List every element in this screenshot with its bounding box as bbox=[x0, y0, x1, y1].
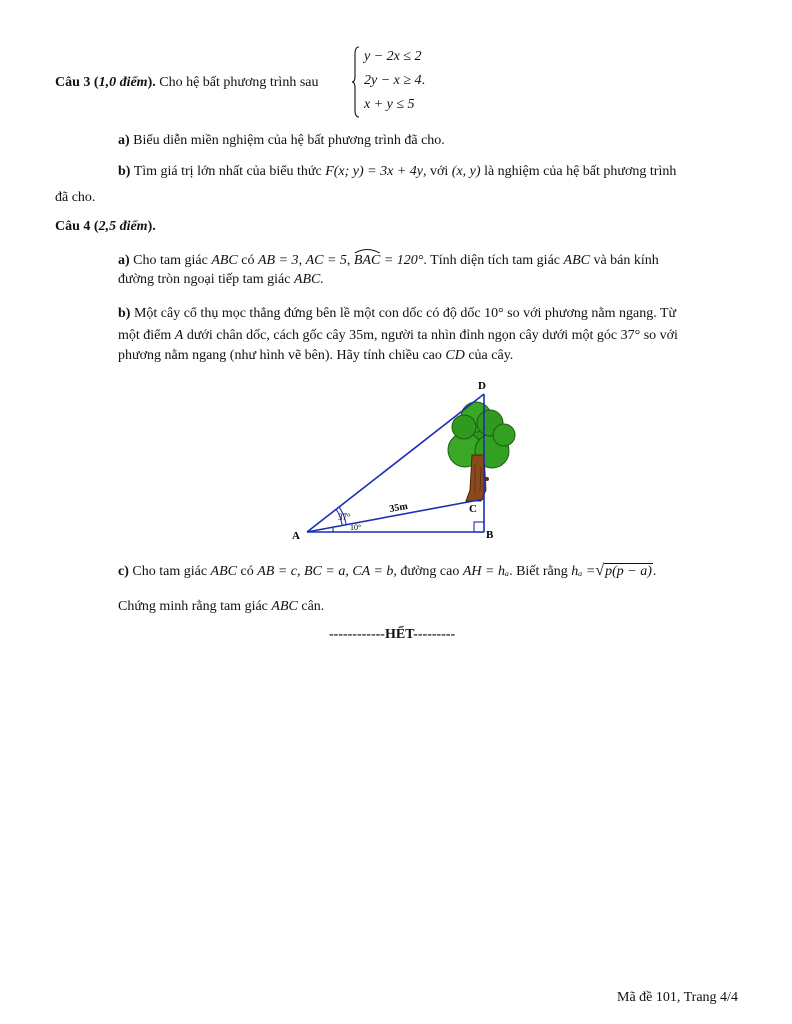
q3-a: a) Biểu diễn miền nghiệm của hệ bất phương trình đã cho. bbox=[118, 133, 445, 148]
label-B: B bbox=[486, 529, 494, 541]
q4-b-line1: b) Một cây cổ thụ mọc thẳng đứng bên lề một con dốc có độ dốc 10° so với phương nằm ngang. Từ bbox=[118, 306, 677, 321]
tree-icon bbox=[448, 402, 515, 501]
end-mark: ------------HẾT--------- bbox=[329, 627, 456, 642]
q4-b-line3: phương nằm ngang (như hình vẽ bên). Hãy tính chiều cao CD của cây. bbox=[118, 348, 514, 363]
q4-c-line1: c) Cho tam giác ABC có AB = c, BC = a, CA = b, đường cao AH = hₐ. Biết rằng hₐ =√p(p − a). bbox=[118, 562, 657, 579]
system-line-3: x + y ≤ 5 bbox=[364, 97, 415, 112]
label-35m: 35m bbox=[388, 500, 409, 515]
q4-b-line2: một điểm A dưới chân dốc, cách gốc cây 35m, người ta nhìn đỉnh ngọn cây dưới một góc 37° so với bbox=[118, 328, 678, 343]
sqrt-radicand: p(p − a) bbox=[605, 564, 652, 579]
q4-c-line2: Chứng minh rằng tam giác ABC cân. bbox=[118, 599, 325, 614]
label-angle-10: 10° bbox=[350, 523, 362, 532]
page-footer: Mã đề 101, Trang 4/4 bbox=[617, 990, 738, 1005]
system-brace bbox=[352, 46, 360, 118]
q3-b-line1: b) Tìm giá trị lớn nhất của biểu thức F(x; y) = 3x + 4y, với (x, y) là nghiệm của hệ bất phương trình bbox=[118, 164, 677, 179]
q3-heading: Câu 3 (1,0 điểm). Cho hệ bất phương trình sau bbox=[55, 75, 319, 90]
label-angle-37: 37° bbox=[338, 512, 351, 522]
q3-b-line2: đã cho. bbox=[55, 190, 96, 205]
label-A: A bbox=[292, 530, 300, 542]
label-C: C bbox=[469, 503, 477, 515]
label-D: D bbox=[478, 380, 486, 392]
sqrt-symbol: √ bbox=[595, 562, 605, 579]
angle-bac: BAC bbox=[354, 253, 380, 268]
system-line-2: 2y − x ≥ 4. bbox=[364, 73, 426, 88]
q4-a-line2: đường tròn ngoại tiếp tam giác ABC. bbox=[118, 272, 324, 287]
q4-a-line1: a) Cho tam giác ABC có AB = 3, AC = 5, BAC = 120°. Tính diện tích tam giác ABC và bán kính bbox=[118, 251, 659, 271]
q4-heading: Câu 4 (2,5 điểm). bbox=[55, 219, 156, 234]
tree-slope-figure bbox=[280, 375, 520, 545]
system-line-1: y − 2x ≤ 2 bbox=[364, 49, 422, 64]
